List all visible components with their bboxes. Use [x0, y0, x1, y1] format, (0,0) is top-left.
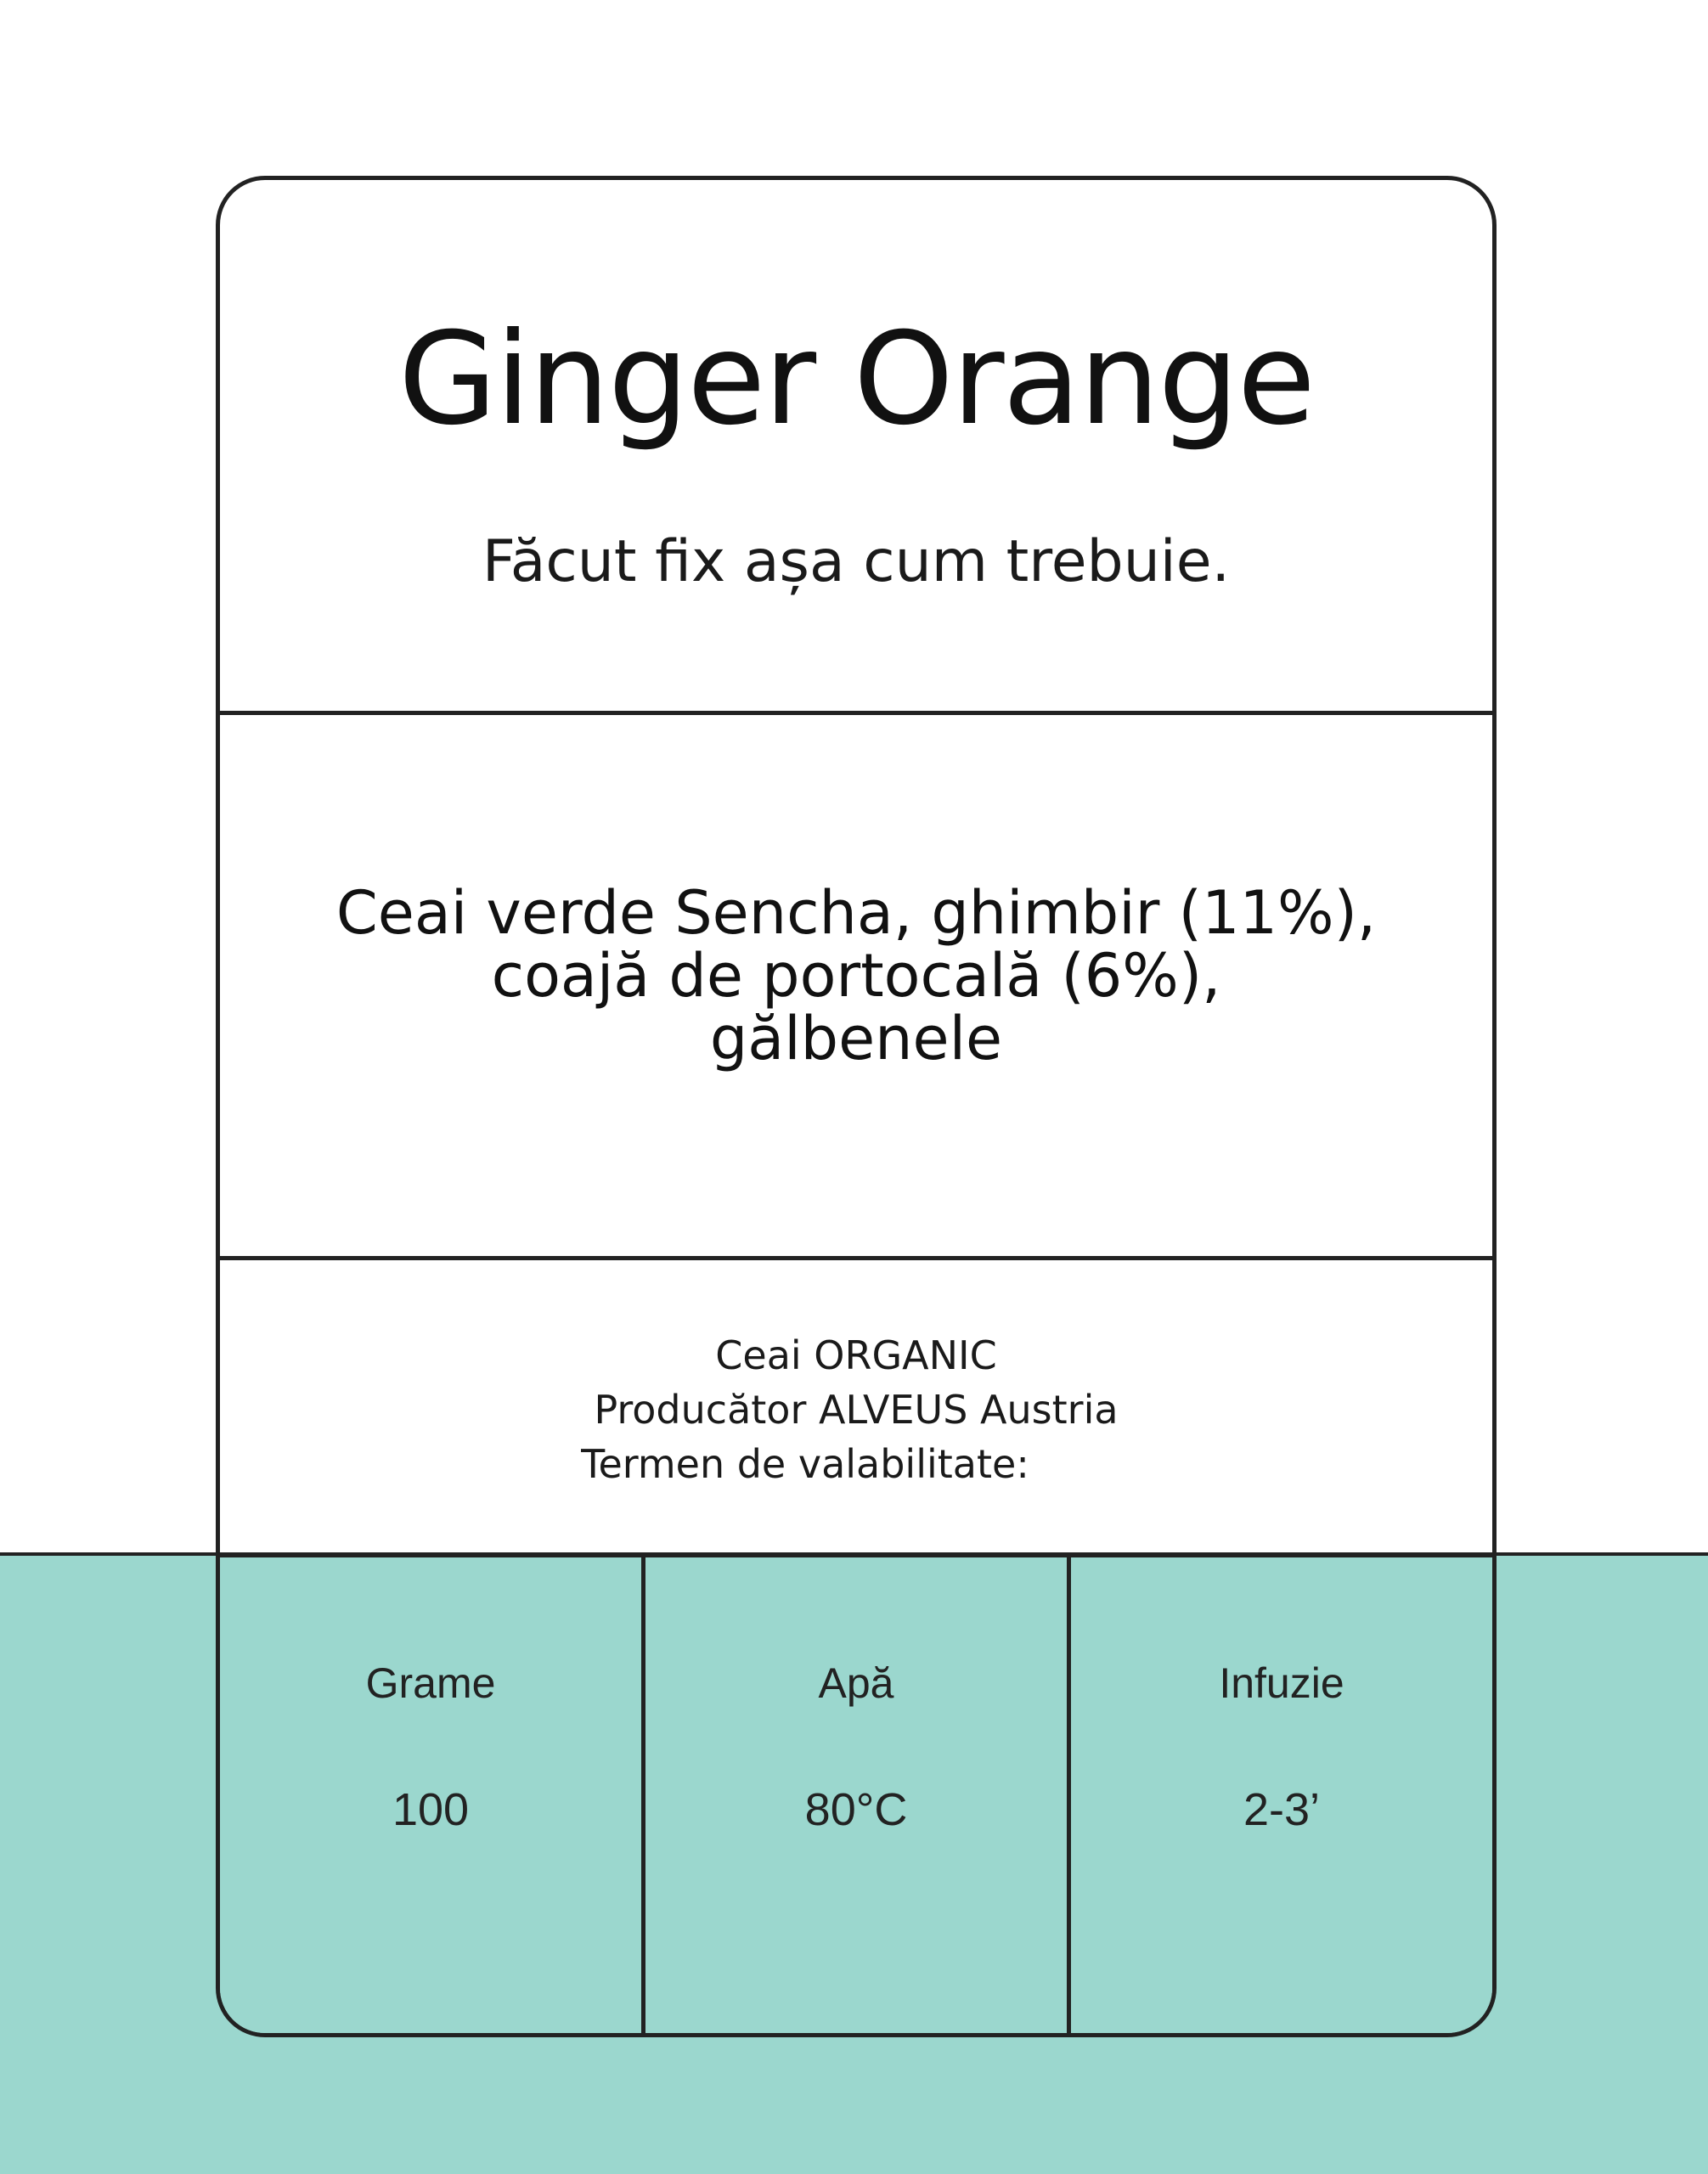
spec-label: Apă [818, 1659, 894, 1707]
specs-table [220, 1557, 1492, 2037]
title-section [220, 180, 1492, 715]
organic-label: Ceai ORGANIC [715, 1332, 997, 1378]
tea-label-card [216, 176, 1497, 2037]
ingredients-line: gălbenele [709, 1004, 1003, 1073]
spec-water [645, 1557, 1071, 2037]
producer-label: Producător ALVEUS Austria [594, 1387, 1119, 1433]
spec-label: Infuzie [1219, 1659, 1344, 1707]
expiry-label: Termen de valabilitate: [581, 1441, 1029, 1487]
ingredients-text [220, 878, 1492, 1073]
info-block [220, 1328, 1492, 1491]
spec-value: 100 [392, 1784, 470, 1835]
info-section [220, 1260, 1492, 1557]
spec-label: Grame [365, 1659, 496, 1707]
product-title: Ginger Orange [397, 306, 1315, 453]
ingredients-section [220, 715, 1492, 1260]
ingredients-line: Ceai verde Sencha, ghimbir (11%), [335, 878, 1377, 948]
ingredients-line: coajă de portocală (6%), [491, 941, 1221, 1011]
spec-value: 2-3’ [1243, 1784, 1321, 1835]
spec-grams [220, 1557, 645, 2037]
spec-infusion [1071, 1557, 1492, 2037]
spec-value: 80°C [804, 1784, 908, 1835]
product-tagline: Făcut fix așa cum trebuie. [482, 528, 1231, 595]
